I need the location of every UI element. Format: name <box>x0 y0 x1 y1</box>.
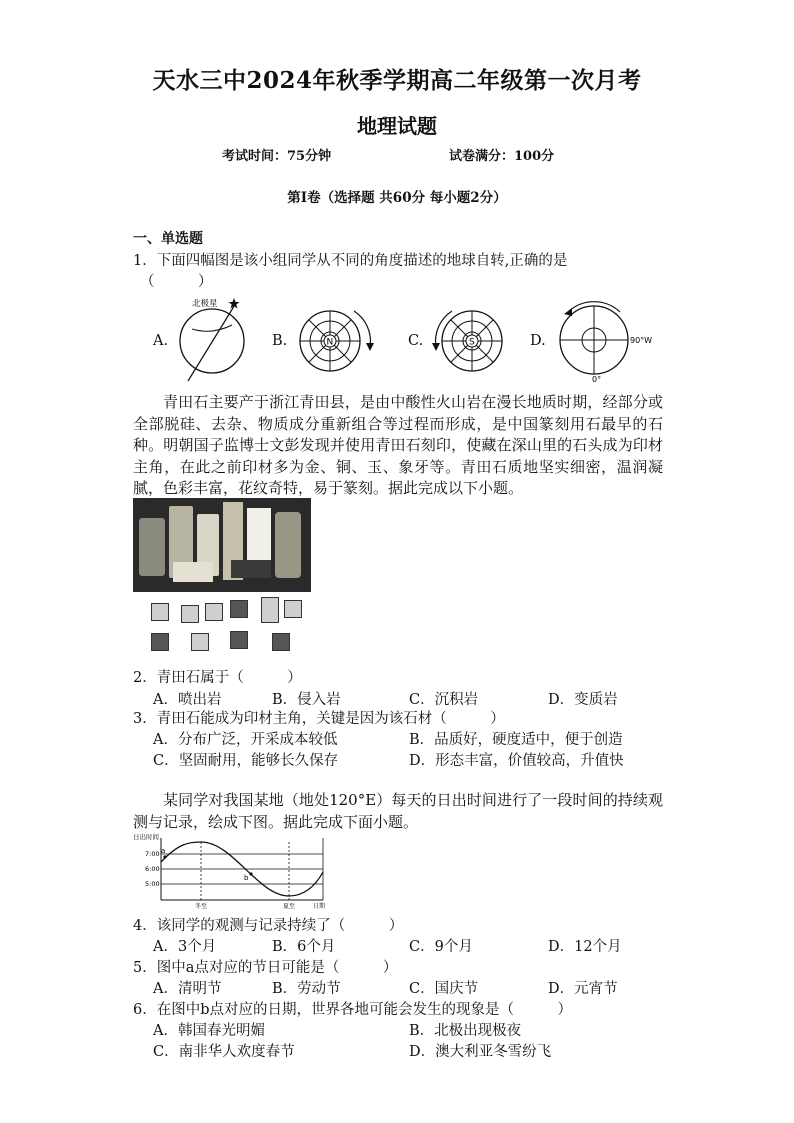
full-score: 试卷满分：100分 <box>449 149 555 164</box>
chart-ylabel: 日出时间 <box>133 833 159 841</box>
seal-impression <box>181 605 199 623</box>
q1-figure-c <box>428 303 514 383</box>
seal-impression <box>284 600 302 618</box>
x-label-summer-solstice: 夏至 <box>283 903 296 910</box>
point-a-marker <box>163 855 166 858</box>
exam-title: 天水三中2024年秋季学期高二年级第一次月考 <box>152 67 642 94</box>
seal-impression <box>230 600 248 618</box>
q5-option-d: D．元宵节 <box>548 981 618 997</box>
sunrise-chart <box>133 832 333 912</box>
y-tick-label: 5:00 <box>145 880 160 888</box>
q1-figure-b <box>294 303 380 383</box>
x-label-winter-solstice: 冬至 <box>195 903 208 910</box>
q1-option-b-label: B. <box>272 333 288 349</box>
lon-90w-label: 90°W <box>630 336 653 345</box>
seal-impression <box>272 633 290 651</box>
qingtian-stone-photo <box>133 498 311 592</box>
q2-option-d: D．变质岩 <box>548 692 618 708</box>
q4-option-d: D．12个月 <box>548 939 622 955</box>
passage-qingtian-stone: 青田石主要产于浙江青田县，是由中酸性火山岩在漫长地质时期，经部分或全部脱硅、去杂、物质成分重新组合等过程而形成，是中国篆刻用石最早的石种。明朝国子监博士文彭发现并使用青田石刻印，使藏在深山里的石头成为印材主角，在此之前印材多为金、铜、玉、象牙等。青田石质地坚实细密，温润凝腻，色彩丰富，花纹奇特，易于篆刻。据此完成以下小题。 <box>133 393 663 498</box>
question-1-stem: 1．下面四幅图是该小组同学从不同的角度描述的地球自转,正确的是 <box>133 253 568 269</box>
q3-option-c: C．坚固耐用，能够长久保存 <box>153 753 339 769</box>
q5-option-a: A．清明节 <box>153 981 222 997</box>
q3-option-d: D．形态丰富，价值较高，升值快 <box>409 753 624 769</box>
exam-time: 考试时间：75分钟 <box>222 149 332 164</box>
q1-option-d-label: D. <box>530 333 546 349</box>
polaris-label: 北极星 <box>192 299 218 309</box>
q4-option-b: B．6个月 <box>272 939 336 955</box>
exam-subtitle: 地理试题 <box>357 114 437 138</box>
q1-option-c-label: C. <box>408 333 424 349</box>
q2-option-c: C．沉积岩 <box>409 692 479 708</box>
q2-option-b: B．侵入岩 <box>272 692 341 708</box>
q3-option-b: B．品质好，硬度适中，便于创造 <box>409 732 623 748</box>
point-b-label: b <box>244 874 249 882</box>
q6-option-b: B．北极出现极夜 <box>409 1023 522 1039</box>
q1-option-a-label: A. <box>153 333 169 349</box>
seal-impression <box>191 633 209 651</box>
q5-option-b: B．劳动节 <box>272 981 341 997</box>
q6-option-a: A．韩国春光明媚 <box>153 1023 265 1039</box>
q1-figure-a <box>172 295 262 385</box>
seal-impression <box>230 631 248 649</box>
point-a-label: a <box>161 847 166 855</box>
passage-sunrise: 某同学对我国某地（地处120°E）每天的日出时间进行了一段时间的持续观测与记录，绘成下图。据此完成下面小题。 <box>133 791 663 831</box>
lon-0-label: 0° <box>592 375 602 382</box>
question-2-stem: 2．青田石属于（ ） <box>133 670 302 686</box>
seal-impression <box>261 597 279 623</box>
question-6-stem: 6．在图中b点对应的日期，世界各地可能会发生的现象是（ ） <box>133 1002 573 1018</box>
question-1-blank: （ ） <box>140 274 213 290</box>
seal-impression <box>205 603 223 621</box>
seal-impression <box>151 633 169 651</box>
part-heading: 一、单选题 <box>133 231 203 247</box>
question-5-stem: 5．图中a点对应的节日可能是（ ） <box>133 960 398 976</box>
section-title: 第Ⅰ卷（选择题 共60分 每小题2分） <box>287 190 507 206</box>
q4-option-a: A．3个月 <box>153 939 217 955</box>
q1-figure-d <box>550 300 660 382</box>
north-pole-label: N <box>326 337 334 348</box>
south-pole-label: S <box>469 337 475 348</box>
q6-option-c: C．南非华人欢度春节 <box>153 1044 295 1060</box>
rotation-arrow-icon <box>354 311 370 347</box>
y-tick-label: 7:00 <box>145 850 160 858</box>
rotation-arrow-icon <box>436 311 452 347</box>
chart-xlabel: 日期 <box>313 903 326 910</box>
seal-impression <box>151 603 169 621</box>
y-tick-label: 6:00 <box>145 865 160 873</box>
q2-option-a: A．喷出岩 <box>153 692 222 708</box>
question-4-stem: 4．该同学的观测与记录持续了（ ） <box>133 918 404 934</box>
question-3-stem: 3．青田石能成为印材主角，关键是因为该石材（ ） <box>133 711 505 727</box>
point-b-marker <box>249 872 252 875</box>
q6-option-d: D．澳大利亚冬雪纷飞 <box>409 1044 552 1060</box>
q3-option-a: A．分布广泛，开采成本较低 <box>153 732 338 748</box>
q5-option-c: C．国庆节 <box>409 981 479 997</box>
q4-option-c: C．9个月 <box>409 939 473 955</box>
